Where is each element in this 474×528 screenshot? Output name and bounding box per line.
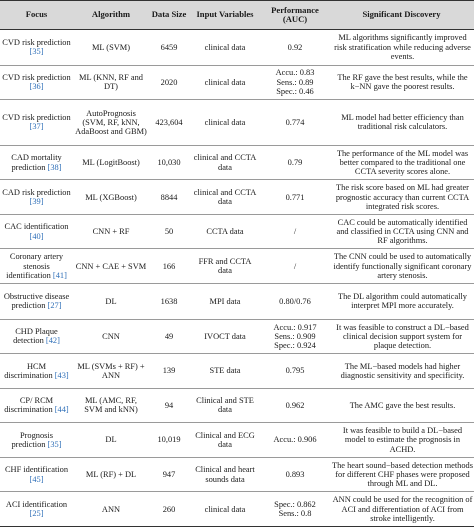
discovery-cell: The ML−based models had higher diagnostic sensitivity and specificity. — [329, 354, 474, 389]
algorithm-cell: CNN + CAE + SVM — [73, 249, 149, 284]
performance-value: Spec.: 0.862 — [274, 499, 316, 509]
data-size-cell: 2020 — [149, 65, 189, 100]
focus-cell — [0, 214, 73, 249]
performance-cell — [261, 100, 329, 146]
table-row — [0, 180, 474, 215]
discovery-cell: The RF gave the best results, while the k−NN gave the poorest results. — [329, 65, 474, 100]
performance-value: 0.79 — [287, 158, 303, 167]
citation-link[interactable]: [35] — [29, 47, 44, 57]
data-size-cell: 1638 — [149, 284, 189, 320]
citation-link[interactable]: [35] — [47, 440, 62, 449]
performance-value: 0.795 — [285, 366, 305, 376]
citation-number: 38 — [50, 162, 59, 172]
focus-cell — [0, 180, 73, 215]
header-data-size: Data Size — [149, 1, 189, 30]
performance-value: Sens.: 0.8 — [278, 509, 312, 519]
algorithm-cell: AutoPrognosis (SVM, RF, kNN, AdaBoost and GBM) — [73, 100, 149, 146]
performance-value: Accu.: 0.83 — [275, 68, 315, 78]
citation-number: 40 — [32, 231, 41, 241]
algorithm-cell: ML (AMC, RF, SVM and kNN) — [73, 388, 149, 423]
discovery-cell: The DL algorithm could automatically interpret MPI more accurately. — [329, 284, 474, 320]
algorithm-cell: DL — [73, 284, 149, 320]
input-variables-cell: clinical data — [189, 65, 261, 100]
citation-number: 43 — [57, 370, 66, 380]
focus-text: CVD risk prediction — [2, 113, 71, 123]
input-variables-cell: clinical data — [189, 492, 261, 527]
performance-value: Accu.: 0.917 — [273, 322, 317, 332]
algorithm-cell: CNN — [73, 319, 149, 354]
performance-value: 0.893 — [285, 469, 305, 479]
header-focus: Focus — [0, 1, 73, 30]
citation-number: 44 — [57, 405, 66, 415]
citation-link[interactable]: [45] — [29, 474, 44, 484]
input-variables-cell: MPI data — [189, 284, 261, 320]
performance-value: 0.774 — [285, 117, 305, 127]
data-size-cell: 947 — [149, 457, 189, 492]
focus-cell — [0, 354, 73, 389]
focus-cell — [0, 30, 73, 66]
performance-value: Sens.: 0.89 — [276, 77, 314, 87]
input-variables-cell: clinical data — [189, 100, 261, 146]
algorithm-cell: ML (XGBoost) — [73, 180, 149, 215]
performance-cell — [261, 30, 329, 66]
performance-cell — [261, 388, 329, 423]
algorithm-cell: ML (LogitBoost) — [73, 145, 149, 180]
citation-number: 42 — [48, 336, 58, 346]
focus-text: Coronary artery stenosis identification — [6, 252, 64, 280]
input-variables-cell: Clinical and heart sounds data — [189, 457, 261, 492]
performance-cell — [261, 492, 329, 527]
algorithm-cell: DL — [73, 423, 149, 458]
data-size-cell: 166 — [149, 249, 189, 284]
focus-cell — [0, 249, 73, 284]
focus-cell — [0, 492, 73, 527]
algorithm-cell: ANN — [73, 492, 149, 527]
citation-link[interactable]: [38] — [47, 162, 62, 172]
discovery-cell: ANN could be used for the recognition of ACI and differentiation of ACI from stroke intelligently. — [329, 492, 474, 527]
algorithm-cell: ML (SVMs + RF) + ANN — [73, 354, 149, 389]
focus-cell — [0, 145, 73, 180]
performance-cell — [261, 354, 329, 389]
data-size-cell: 8844 — [149, 180, 189, 215]
citation-link[interactable]: [36] — [29, 82, 44, 92]
focus-text: CAC identification — [4, 222, 69, 232]
input-variables-cell: IVOCT data — [189, 319, 261, 354]
table-row — [0, 214, 474, 249]
focus-cell — [0, 65, 73, 100]
data-size-cell: 10,019 — [149, 423, 189, 458]
citation-link[interactable]: [37] — [29, 122, 44, 132]
citation-link[interactable]: [44] — [54, 405, 69, 415]
input-variables-cell: Clinical and ECG data — [189, 423, 261, 458]
performance-value: Accu.: 0.906 — [273, 435, 317, 445]
input-variables-cell: CCTA data — [189, 214, 261, 249]
data-size-cell: 50 — [149, 214, 189, 249]
focus-text: ACI identification — [5, 499, 68, 509]
discovery-cell: ML algorithms significantly improved risk stratification while reducing adverse events. — [329, 30, 474, 66]
focus-cell — [0, 100, 73, 146]
input-variables-cell: clinical and CCTA data — [189, 145, 261, 180]
focus-cell — [0, 423, 73, 458]
citation-number: 39 — [32, 197, 41, 207]
performance-value: 0.92 — [287, 42, 303, 52]
data-size-cell: 260 — [149, 492, 189, 527]
citation-link[interactable]: [39] — [29, 197, 44, 207]
citation-number: 37 — [32, 122, 41, 132]
citation-link[interactable]: [27] — [47, 301, 62, 311]
citation-link[interactable]: [42] — [45, 336, 60, 346]
table-row — [0, 100, 474, 146]
citation-number: 27 — [50, 301, 59, 311]
focus-cell — [0, 319, 73, 354]
focus-text: CVD risk prediction — [2, 73, 71, 83]
performance-cell — [261, 214, 329, 249]
header-input-variables: Input Variables — [189, 1, 261, 30]
data-size-cell: 6459 — [149, 30, 189, 66]
input-variables-cell: FFR and CCTA data — [189, 249, 261, 284]
table-row — [0, 423, 474, 458]
data-size-cell: 49 — [149, 319, 189, 354]
header-performance: Performance (AUC) — [261, 1, 329, 30]
citation-number: 45 — [32, 474, 41, 484]
citation-number: 25 — [32, 509, 41, 519]
table-row — [0, 145, 474, 180]
data-size-cell: 10,030 — [149, 145, 189, 180]
header-significant-discovery: Significant Discovery — [329, 1, 474, 30]
citation-link[interactable]: [41] — [52, 270, 67, 280]
focus-cell — [0, 284, 73, 320]
focus-text: Prognosis prediction — [11, 430, 54, 449]
discovery-cell: CAC could be automatically identified and classified in CCTA using CNN and RF algorithms. — [329, 214, 474, 249]
focus-text: CAD mortality prediction — [11, 153, 62, 172]
focus-text: CAD risk prediction — [2, 187, 71, 197]
discovery-cell: The performance of the ML model was better compared to the traditional one CCTA severity scores alone. — [329, 145, 474, 180]
focus-text: CVD risk prediction — [2, 38, 71, 48]
table-row — [0, 457, 474, 492]
citation-number: 35 — [50, 440, 59, 449]
performance-value: Spec.: 0.46 — [276, 86, 314, 96]
discovery-cell: It was feasible to construct a DL−based clinical decision support system for plaque detection. — [329, 319, 474, 354]
discovery-cell: The heart sound−based detection methods for different CHF phases were proposed through ML and DL. — [329, 457, 474, 492]
table-row — [0, 492, 474, 527]
focus-cell — [0, 457, 73, 492]
table-row — [0, 284, 474, 320]
data-size-cell: 94 — [149, 388, 189, 423]
performance-cell — [261, 180, 329, 215]
table-row — [0, 249, 474, 284]
citation-link[interactable]: [40] — [29, 231, 44, 241]
table-row — [0, 65, 474, 100]
focus-text: HCM discrimination — [4, 361, 53, 380]
performance-value: 0.80/0.76 — [279, 296, 311, 306]
performance-value: / — [293, 261, 297, 271]
performance-cell — [261, 319, 329, 354]
performance-cell — [261, 65, 329, 100]
input-variables-cell: clinical and CCTA data — [189, 180, 261, 215]
performance-cell — [261, 284, 329, 320]
performance-value: Sens.: 0.909 — [274, 331, 316, 341]
discovery-cell: ML model had better efficiency than traditional risk calculators. — [329, 100, 474, 146]
performance-cell — [261, 145, 329, 180]
focus-cell — [0, 388, 73, 423]
performance-value: / — [293, 227, 297, 237]
input-variables-cell: STE data — [189, 354, 261, 389]
performance-cell — [261, 423, 329, 458]
table-header-row — [0, 1, 474, 30]
discovery-cell: The AMC gave the best results. — [329, 388, 474, 423]
focus-text: CP/ RCM discrimination — [4, 396, 54, 415]
citation-link[interactable]: [43] — [54, 370, 69, 380]
algorithm-cell: ML (SVM) — [73, 30, 149, 66]
table-row — [0, 30, 474, 66]
citation-number: 41 — [55, 270, 65, 280]
focus-text: CHF identification — [4, 465, 69, 475]
algorithm-cell: ML (KNN, RF and DT) — [73, 65, 149, 100]
table-row — [0, 388, 474, 423]
performance-value: 0.962 — [285, 400, 305, 410]
table-row — [0, 354, 474, 389]
performance-cell — [261, 249, 329, 284]
input-variables-cell: Clinical and STE data — [189, 388, 261, 423]
performance-value: 0.771 — [285, 192, 305, 202]
discovery-cell: The CNN could be used to automatically identify functionally significant coronary artery stenosis. — [329, 249, 474, 284]
input-variables-cell: clinical data — [189, 30, 261, 66]
header-algorithm: Algorithm — [73, 1, 149, 30]
performance-value: Spec.: 0.924 — [274, 340, 316, 350]
discovery-cell: The risk score based on ML had greater prognostic accuracy than current CCTA integrated risk scores. — [329, 180, 474, 215]
focus-text: CHD Plaque detection — [13, 327, 58, 346]
algorithm-cell: ML (RF) + DL — [73, 457, 149, 492]
table-row — [0, 319, 474, 354]
data-size-cell: 423,604 — [149, 100, 189, 146]
focus-text: Obstructive disease prediction — [3, 292, 70, 311]
performance-cell — [261, 457, 329, 492]
citation-number: 36 — [32, 82, 41, 92]
citation-number: 35 — [32, 47, 41, 57]
citation-link[interactable]: [25] — [29, 509, 44, 519]
data-size-cell: 139 — [149, 354, 189, 389]
discovery-cell: It was feasible to build a DL−based model to estimate the prognosis in ACHD. — [329, 423, 474, 458]
algorithm-cell: CNN + RF — [73, 214, 149, 249]
